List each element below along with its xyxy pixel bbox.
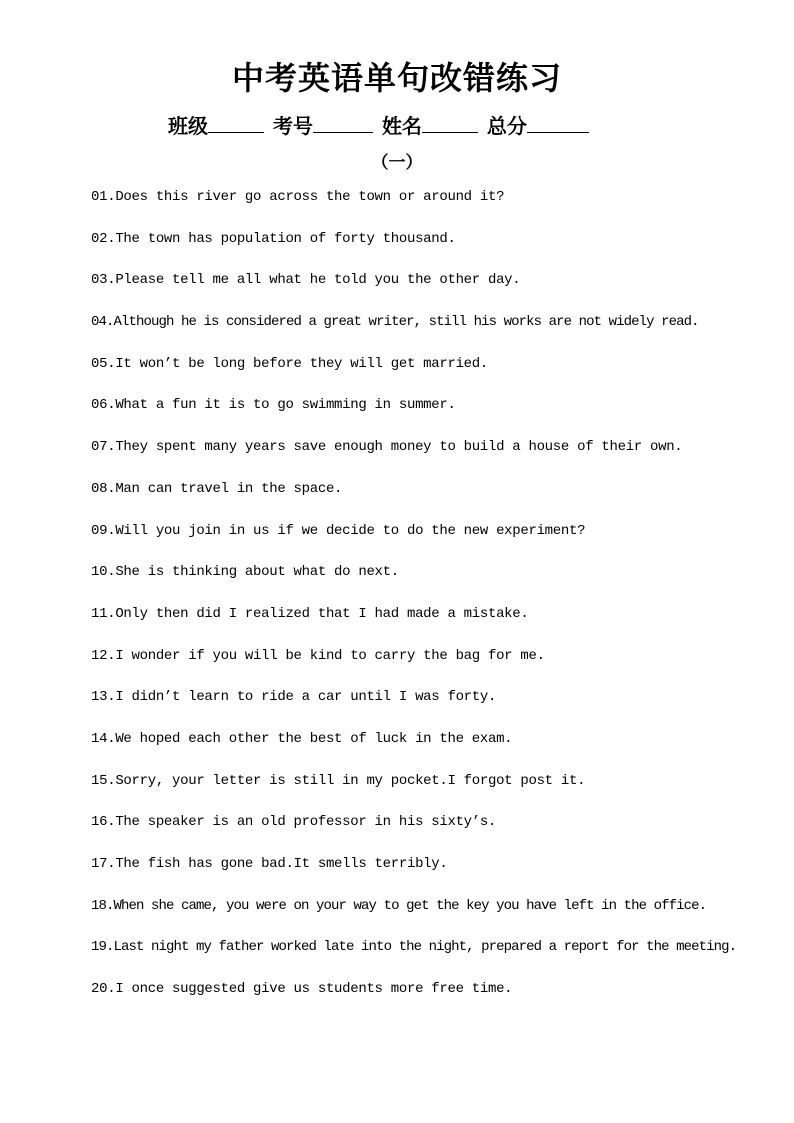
item-sentence: We hoped each other the best of luck in the exam. bbox=[115, 730, 513, 747]
total-score-blank[interactable] bbox=[527, 112, 589, 133]
item-sentence: I didn’t learn to ride a car until I was forty. bbox=[115, 689, 497, 706]
item-sentence: I wonder if you will be kind to carry the bag for me. bbox=[115, 647, 545, 664]
item-number: 10. bbox=[91, 564, 116, 581]
item-sentence: Please tell me all what he told you the other day. bbox=[115, 272, 521, 289]
page-title: 中考英语单句改错练习 bbox=[231, 59, 562, 97]
item-sentence: The speaker is an old professor in his sixty’s. bbox=[115, 814, 497, 831]
exercise-item bbox=[91, 394, 751, 436]
student-info-line bbox=[168, 112, 638, 139]
item-number: 11. bbox=[91, 605, 116, 622]
exercise-item bbox=[91, 936, 751, 978]
item-sentence: Last night my father worked late into the night, prepared a report for the meeting. bbox=[113, 939, 737, 956]
exercise-item bbox=[91, 603, 751, 645]
item-sentence: What a fun it is to go swimming in summer. bbox=[115, 397, 456, 414]
class-label: 班级 bbox=[168, 114, 208, 138]
item-sentence: It won’t be long before they will get married. bbox=[115, 355, 488, 372]
item-number: 07. bbox=[91, 439, 116, 456]
item-sentence: Does this river go across the town or around it? bbox=[115, 189, 505, 205]
exercise-item bbox=[91, 728, 751, 770]
exercise-item bbox=[91, 228, 751, 270]
item-number: 02. bbox=[91, 230, 116, 247]
exercise-item bbox=[91, 436, 751, 478]
item-number: 16. bbox=[91, 814, 116, 831]
item-number: 18. bbox=[91, 897, 114, 914]
exercise-item bbox=[91, 186, 751, 228]
exercise-item bbox=[91, 686, 751, 728]
item-sentence: When she came, you were on your way to get the key you have left in the office. bbox=[113, 897, 707, 914]
section-heading: （一） bbox=[371, 153, 423, 173]
exercise-item bbox=[91, 811, 751, 853]
exercise-item bbox=[91, 520, 751, 562]
name-label: 姓名 bbox=[381, 114, 422, 138]
exercise-item bbox=[91, 311, 751, 353]
item-number: 08. bbox=[91, 480, 116, 497]
exercise-item bbox=[91, 561, 751, 603]
item-number: 15. bbox=[91, 772, 116, 789]
exercise-item bbox=[91, 269, 751, 311]
item-sentence: They spent many years save enough money to build a house of their own. bbox=[115, 439, 683, 456]
exercise-item bbox=[91, 353, 751, 395]
item-sentence: The fish has gone bad.It smells terribly. bbox=[115, 856, 448, 872]
item-sentence: Although he is considered a great writer, still his works are not widely read. bbox=[113, 314, 699, 331]
exam-number-blank[interactable] bbox=[313, 112, 373, 133]
item-sentence: The town has population of forty thousand. bbox=[115, 230, 456, 247]
item-sentence: I once suggested give us students more free time. bbox=[115, 981, 513, 998]
total-score-label: 总分 bbox=[486, 114, 527, 138]
item-number: 09. bbox=[91, 522, 116, 539]
item-number: 20. bbox=[91, 981, 116, 998]
exercise-item bbox=[91, 978, 751, 1020]
exercise-item bbox=[91, 895, 751, 937]
item-number: 14. bbox=[91, 730, 116, 747]
item-sentence: She is thinking about what do next. bbox=[115, 564, 399, 581]
item-number: 17. bbox=[91, 856, 116, 872]
exercise-item bbox=[91, 770, 751, 812]
item-sentence: Will you join in us if we decide to do the new experiment? bbox=[115, 522, 586, 539]
item-number: 12. bbox=[91, 647, 116, 664]
exercise-item bbox=[91, 645, 751, 687]
item-number: 04. bbox=[91, 314, 114, 331]
item-number: 03. bbox=[91, 272, 116, 289]
item-number: 06. bbox=[91, 397, 116, 414]
item-number: 13. bbox=[91, 689, 116, 706]
exercise-item bbox=[91, 478, 751, 520]
item-number: 05. bbox=[91, 355, 116, 372]
item-sentence: Man can travel in the space. bbox=[115, 480, 343, 497]
exam-number-label: 考号 bbox=[272, 114, 313, 138]
item-number: 01. bbox=[91, 189, 116, 205]
name-blank[interactable] bbox=[422, 112, 478, 133]
exercise-list bbox=[91, 186, 751, 1020]
class-blank[interactable] bbox=[208, 112, 264, 133]
item-sentence: Only then did I realized that I had made a mistake. bbox=[115, 605, 529, 622]
exercise-item bbox=[91, 853, 751, 895]
item-sentence: Sorry, your letter is still in my pocket.I forgot post it. bbox=[115, 772, 586, 789]
item-number: 19. bbox=[91, 939, 114, 956]
